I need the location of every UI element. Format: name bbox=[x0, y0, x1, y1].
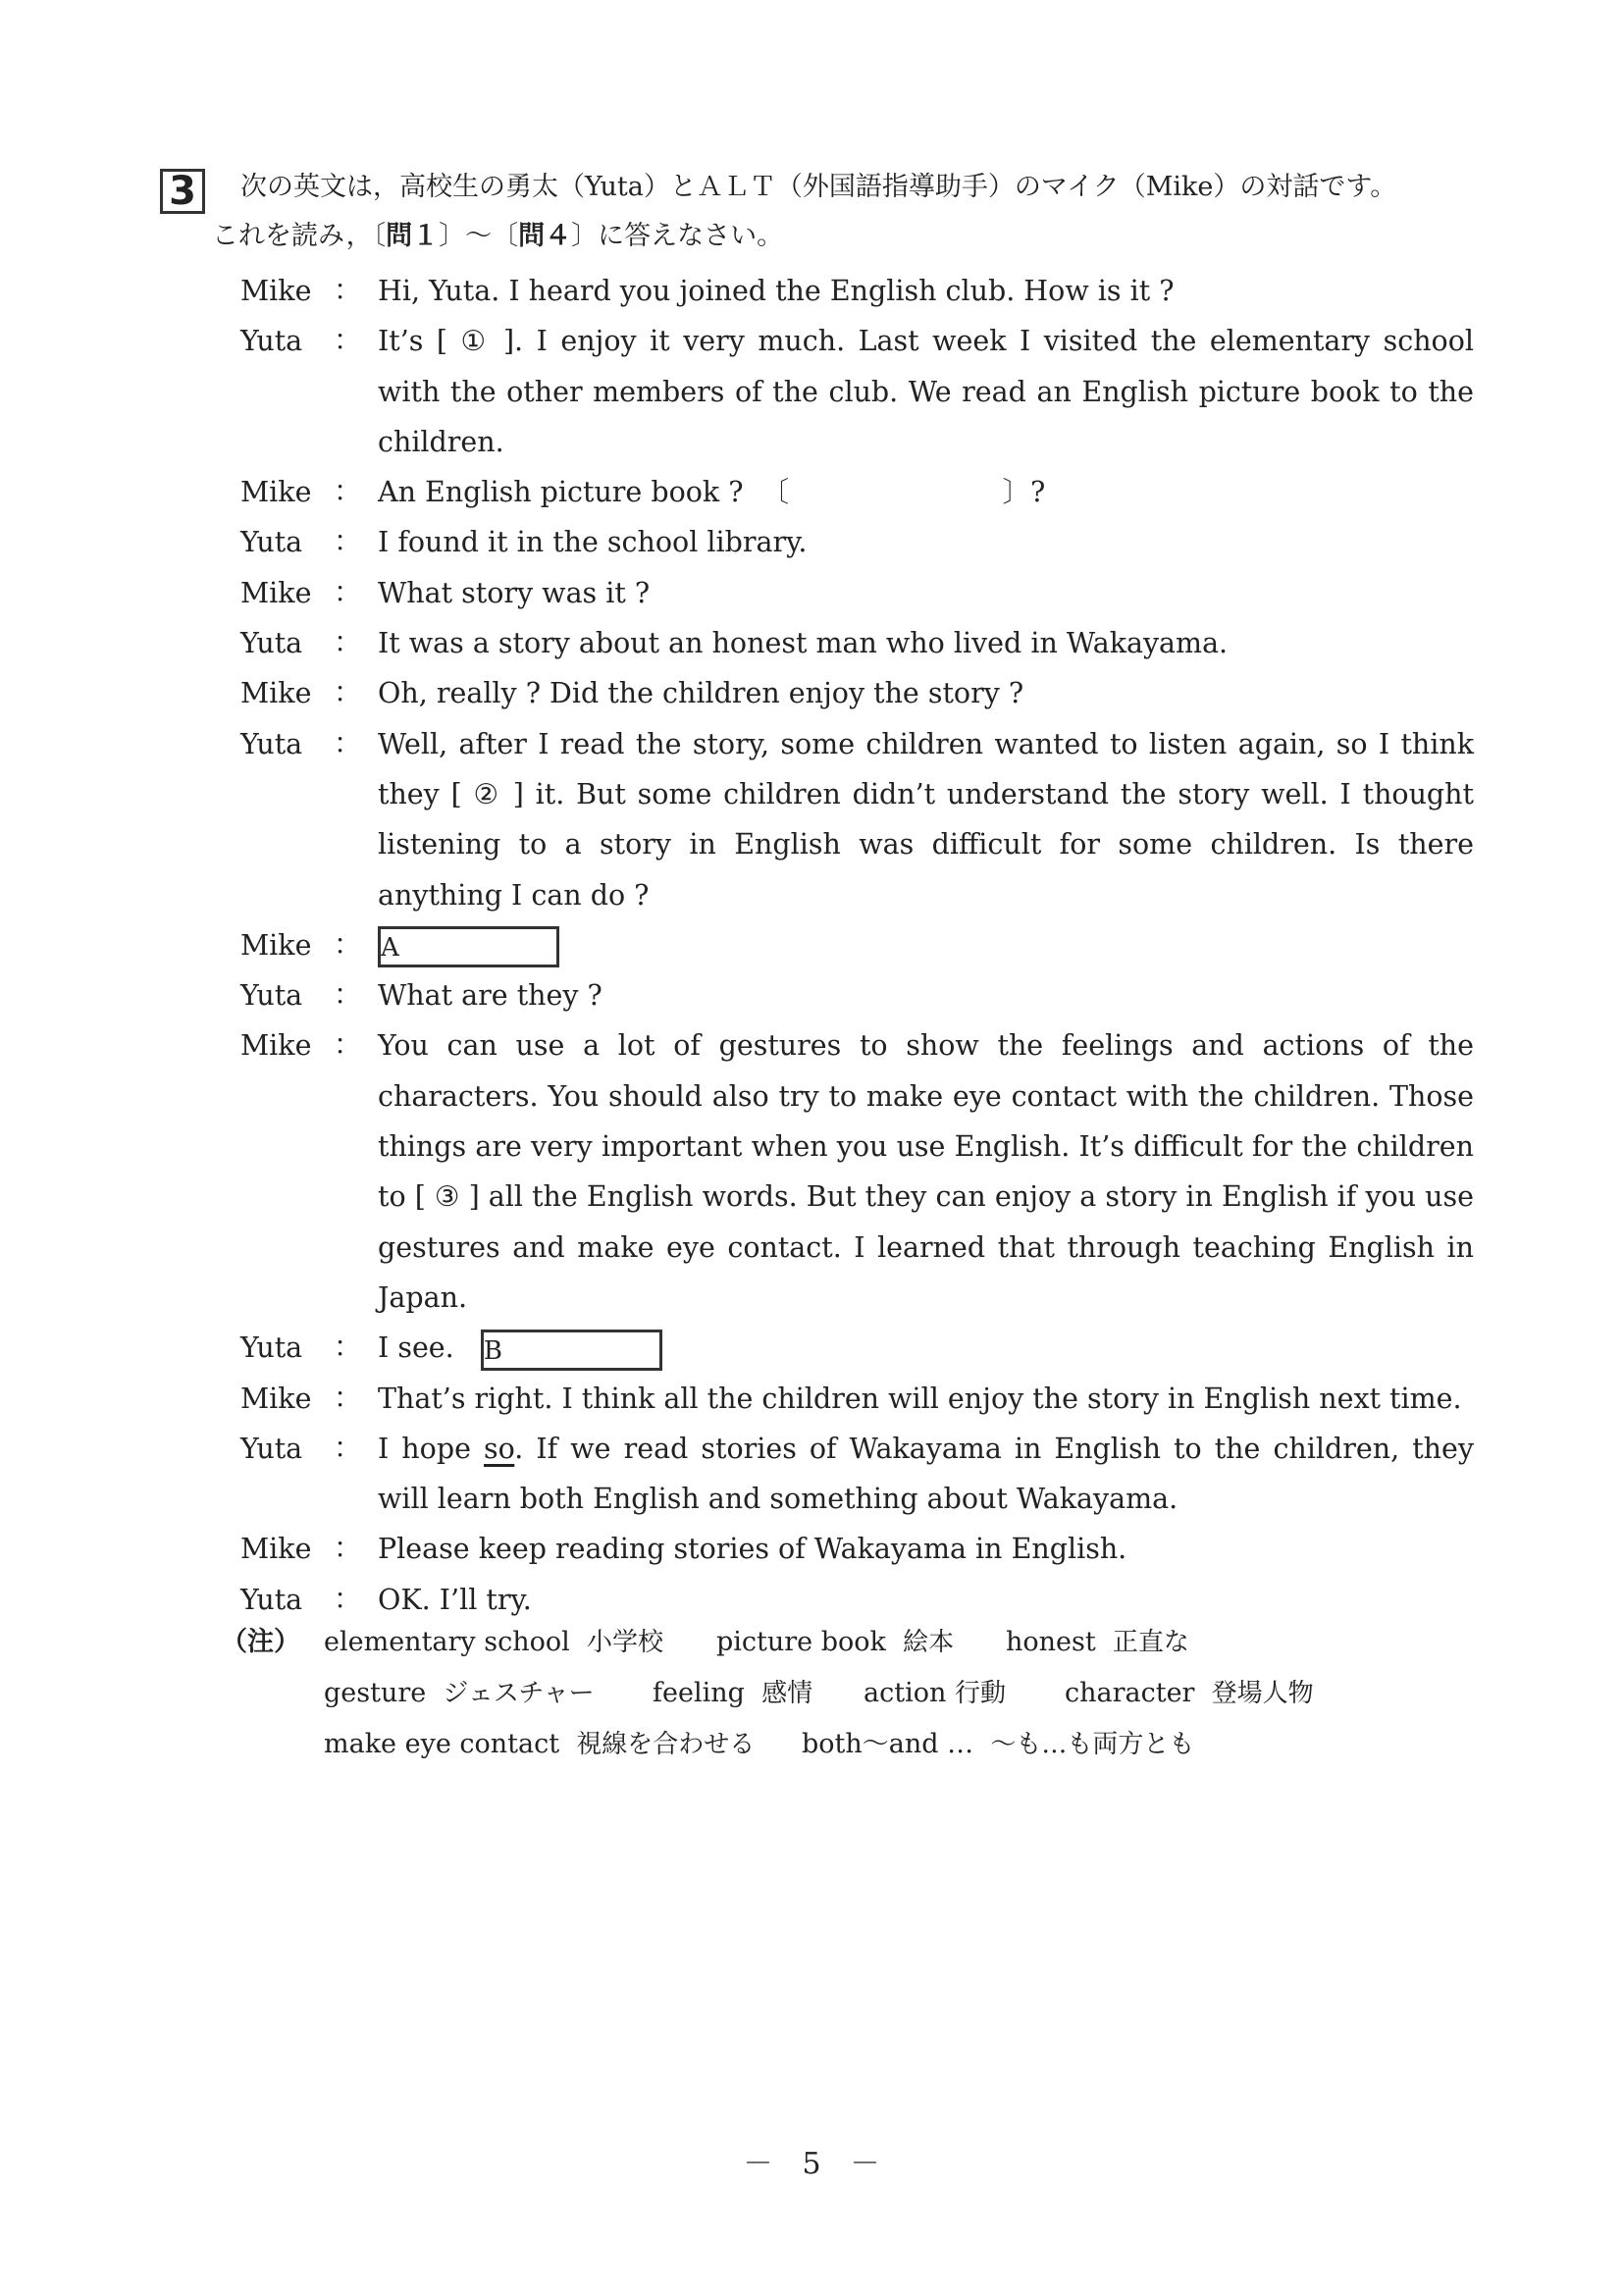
utterance: An English picture book ? 〔 〕? bbox=[378, 476, 1046, 509]
notes bbox=[221, 1617, 1314, 1770]
instruction-line-1: 次の英文は，高校生の勇太（Yuta）とＡＬＴ（外国語指導助手）のマイク（Mike）の対話です。 bbox=[240, 172, 1397, 202]
note-meaning: 正直な bbox=[1112, 1628, 1189, 1657]
colon: ： bbox=[334, 276, 362, 306]
dialogue-line bbox=[237, 316, 1474, 467]
note-meaning: 絵本 bbox=[903, 1628, 955, 1657]
utterance: That’s right. I think all the children will enjoy the story in English next time. bbox=[378, 1382, 1462, 1415]
dialogue-line bbox=[237, 568, 1474, 618]
utterance-text: . If we read stories of Wakayama in English to the children, they will learn both English and something about Wakayama. bbox=[378, 1432, 1474, 1516]
speaker: Yuta bbox=[240, 1331, 303, 1365]
colon: ： bbox=[334, 577, 362, 608]
dialogue-line bbox=[237, 1424, 1474, 1525]
underlined-word: so bbox=[484, 1432, 515, 1465]
note-term: elementary school bbox=[324, 1627, 570, 1657]
note-meaning: ～も…も両方とも bbox=[990, 1730, 1195, 1759]
speaker: Mike bbox=[240, 1382, 312, 1415]
speaker: Mike bbox=[240, 928, 312, 962]
colon: ： bbox=[334, 326, 362, 357]
question-ref-4: 問４ bbox=[518, 221, 572, 251]
colon: ： bbox=[334, 1030, 362, 1062]
speaker: Yuta bbox=[240, 979, 303, 1013]
utterance bbox=[378, 1323, 1474, 1373]
note-meaning: 行動 bbox=[954, 1679, 1006, 1708]
notes-row bbox=[221, 1668, 1314, 1719]
dialogue-line bbox=[237, 970, 1474, 1020]
speaker: Mike bbox=[240, 677, 312, 710]
colon: ： bbox=[334, 1332, 362, 1364]
dialogue-line bbox=[237, 618, 1474, 668]
speaker: Yuta bbox=[240, 627, 303, 660]
utterance: Hi, Yuta. I heard you joined the English club. How is it ? bbox=[378, 275, 1175, 307]
dialogue-line bbox=[237, 719, 1474, 920]
colon: ： bbox=[334, 477, 362, 508]
note-term: make eye contact bbox=[324, 1729, 560, 1759]
utterance: I found it in the school library. bbox=[378, 526, 808, 559]
utterance: Please keep reading stories of Wakayama in English. bbox=[378, 1533, 1127, 1566]
note-meaning: 登場人物 bbox=[1211, 1679, 1314, 1708]
utterance-text: I see. bbox=[378, 1331, 454, 1365]
note-meaning: ジェスチャー bbox=[443, 1679, 595, 1708]
speaker: Yuta bbox=[240, 1583, 303, 1616]
dialogue-line bbox=[237, 668, 1474, 718]
note-term: character bbox=[1065, 1678, 1195, 1708]
colon: ： bbox=[334, 728, 362, 759]
dialogue-line bbox=[237, 1374, 1474, 1424]
note-term: picture book bbox=[716, 1627, 886, 1657]
utterance: You can use a lot of gestures to show the feelings and actions of the characters. You should also try to make eye contact with the children. Those things are very important when you use English. It’s difficult for the children to [ ③ ] all the English words. But they can enjoy a story in English if you use gestures and make eye contact. I learned that through teaching English in Japan. bbox=[378, 1029, 1474, 1314]
speaker: Yuta bbox=[240, 526, 303, 559]
utterance bbox=[378, 1424, 1474, 1525]
speaker: Yuta bbox=[240, 1432, 303, 1465]
colon: ： bbox=[334, 1383, 362, 1414]
instruction-line-2 bbox=[212, 220, 783, 253]
note-term: action bbox=[864, 1678, 947, 1708]
question-ref-1: 問１ bbox=[386, 221, 440, 251]
colon: ： bbox=[334, 1534, 362, 1565]
speaker: Mike bbox=[240, 1533, 312, 1566]
dialogue-line bbox=[237, 1524, 1474, 1574]
utterance: It was a story about an honest man who lived in Wakayama. bbox=[378, 627, 1229, 660]
note-meaning: 感情 bbox=[761, 1679, 813, 1708]
colon: ： bbox=[334, 1433, 362, 1464]
notes-label: （注） bbox=[221, 1627, 300, 1657]
utterance: OK. I’ll try. bbox=[378, 1583, 532, 1616]
utterance: Oh, really ? Did the children enjoy the story ? bbox=[378, 677, 1024, 710]
speaker: Yuta bbox=[240, 727, 303, 760]
colon: ： bbox=[334, 628, 362, 659]
colon: ： bbox=[334, 678, 362, 709]
dialogue-line bbox=[237, 920, 1474, 970]
colon: ： bbox=[334, 929, 362, 961]
note-term: gesture bbox=[324, 1678, 427, 1708]
colon: ： bbox=[334, 1584, 362, 1615]
question-number: 3 bbox=[160, 169, 205, 214]
instruction-text: 〕～〔 bbox=[439, 221, 519, 251]
speaker: Mike bbox=[240, 476, 312, 509]
utterance: Well, after I read the story, some children wanted to listen again, so I think they [ ② ] it. But some children didn’t understand the story well. I thought listening to a story in English was difficult for some children. Is there anything I can do ? bbox=[378, 727, 1474, 912]
notes-row bbox=[221, 1719, 1314, 1770]
answer-box-a: A bbox=[378, 926, 559, 967]
speaker: Mike bbox=[240, 1029, 312, 1063]
speaker: Yuta bbox=[240, 325, 303, 358]
utterance: What story was it ? bbox=[378, 576, 651, 609]
instruction-text: 〕に答えなさい。 bbox=[571, 221, 784, 251]
utterance: It’s [ ① ]. I enjoy it very much. Last week I visited the elementary school with the other members of the club. We read an English picture book to the children. bbox=[378, 325, 1474, 458]
answer-box-b: B bbox=[481, 1330, 662, 1371]
colon: ： bbox=[334, 980, 362, 1012]
notes-row bbox=[221, 1617, 1314, 1668]
utterance bbox=[378, 920, 1474, 970]
note-term: honest bbox=[1006, 1627, 1096, 1657]
note-term: both～and … bbox=[802, 1729, 974, 1759]
note-term: feeling bbox=[653, 1678, 745, 1708]
speaker: Mike bbox=[240, 576, 312, 609]
note-meaning: 小学校 bbox=[586, 1628, 663, 1657]
dialogue-line bbox=[237, 517, 1474, 567]
page-number: － 5 － bbox=[743, 2147, 880, 2181]
utterance-text: I hope bbox=[378, 1432, 484, 1465]
dialogue bbox=[237, 266, 1474, 1625]
dialogue-line bbox=[237, 266, 1474, 316]
instruction-text: これを読み，〔 bbox=[212, 221, 387, 251]
dialogue-line bbox=[237, 1323, 1474, 1373]
colon: ： bbox=[334, 527, 362, 558]
speaker: Mike bbox=[240, 275, 312, 307]
dialogue-line bbox=[237, 467, 1474, 517]
note-meaning: 視線を合わせる bbox=[576, 1730, 756, 1759]
utterance: What are they ? bbox=[378, 979, 602, 1013]
dialogue-line bbox=[237, 1020, 1474, 1323]
